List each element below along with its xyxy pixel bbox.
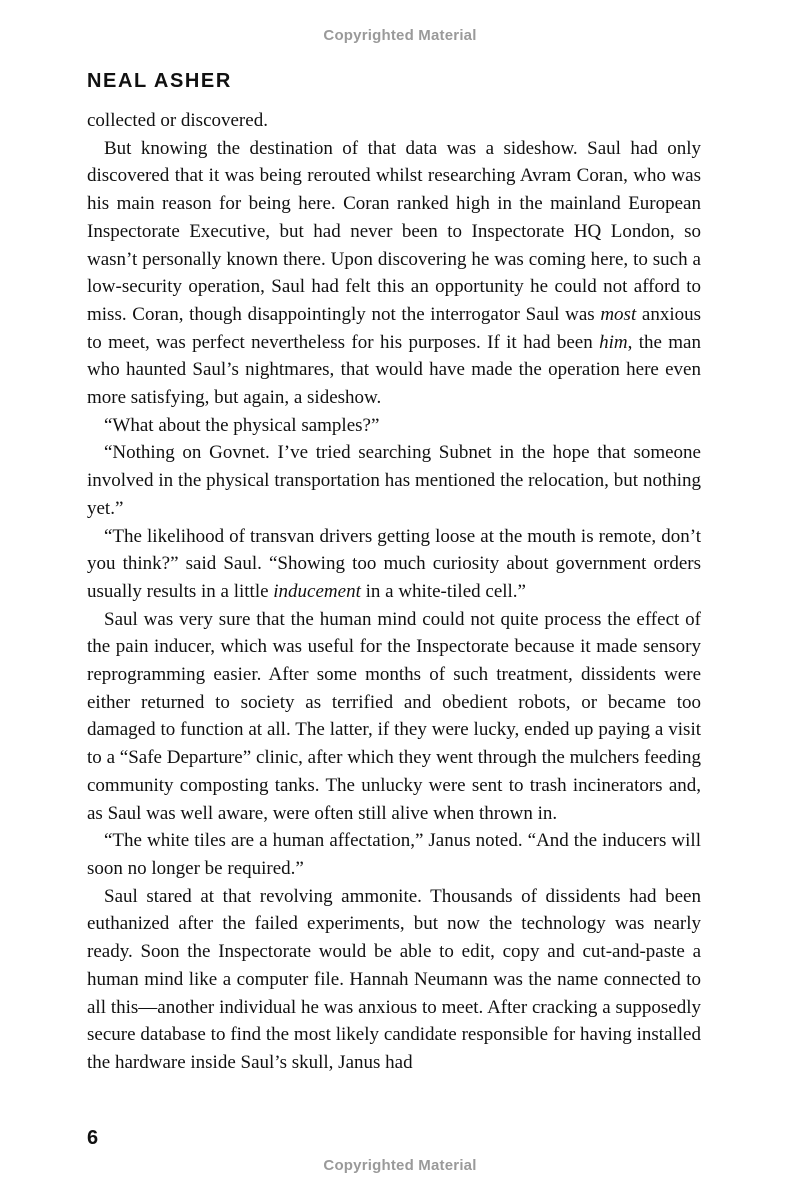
paragraph-3: “What about the physical samples?” — [104, 414, 380, 436]
paragraph-8: Saul stared at that revolving ammonite. Thousands of dissidents had been euthanized after the failed experiments, but now the technology was nearly ready. Soon the Inspectorate would be able to edit, copy and cut-and-paste a human mind like a computer file. Hannah Neumann was the name connected to all this—another individual he was anxious to meet. After cracking a supposedly secure database to find the most likely candidate responsible for having installed the hardware inside Saul’s skull, Janus had — [87, 885, 701, 1073]
page-number: 6 — [87, 1127, 99, 1149]
paragraph-5-part-b: in a white-tiled cell.” — [360, 580, 526, 602]
paragraph-1: collected or discovered. — [87, 110, 268, 131]
paragraph-6: Saul was very sure that the human mind could not quite process the effect of the pain inducer, which was useful for the Inspectorate because it made sensory reprogramming easier. After some months of such treatment, dissidents were either returned to society as terrified and obedient robots, or became too damaged to function at all. The latter, if they were lucky, ended up paying a visit to a “Safe Departure” clinic, after which they went through the mulchers feeding community composting tanks. The unlucky were sent to trash incinerators and, as Saul was well aware, were often still alive when thrown in. — [87, 608, 701, 824]
copyright-watermark-bottom: Copyrighted Material — [323, 1157, 477, 1174]
running-head-author: NEAL ASHER — [87, 70, 232, 92]
paragraph-5-part-a: “The likelihood of transvan drivers getting loose at the mouth is remote, don’t you think?” said Saul. “Showing too much curiosity about government orders usually results in a little — [87, 525, 701, 602]
body-text — [87, 107, 701, 1077]
paragraph-4: “Nothing on Govnet. I’ve tried searching Subnet in the hope that someone involved in the physical transportation has mentioned the relocation, but nothing yet.” — [87, 442, 701, 519]
paragraph-2 — [87, 135, 701, 412]
paragraph-2-emphasis-him: him — [599, 331, 628, 353]
paragraph-2-part-b: anxious to meet, was perfect nevertheless for his purposes. If it had been — [87, 303, 702, 353]
copyright-watermark-top: Copyrighted Material — [323, 27, 477, 44]
paragraph-7: “The white tiles are a human affectation,” Janus noted. “And the inducers will soon no longer be required.” — [87, 830, 701, 879]
paragraph-2-part-c: , the man who haunted Saul’s nightmares, that would have made the operation here even more satisfying, but again, a sideshow. — [87, 331, 701, 409]
paragraph-5 — [87, 523, 701, 606]
paragraph-2-part-a: But knowing the destination of that data was a sideshow. Saul had only discovered that it was being rerouted whilst researching Avram Coran, who was his main reason for being here. Coran ranked high in the mainland European Inspectorate Executive, but had never been to Inspectorate HQ London, so wasn’t personally known there. Upon discovering he was coming here, to such a low-security operation, Saul had felt this an opportunity he could not afford to miss. Coran, though disappointingly not the interrogator Saul was — [87, 137, 701, 325]
paragraph-5-emphasis-inducement: inducement — [273, 580, 361, 602]
paragraph-2-emphasis-most: most — [600, 303, 637, 325]
